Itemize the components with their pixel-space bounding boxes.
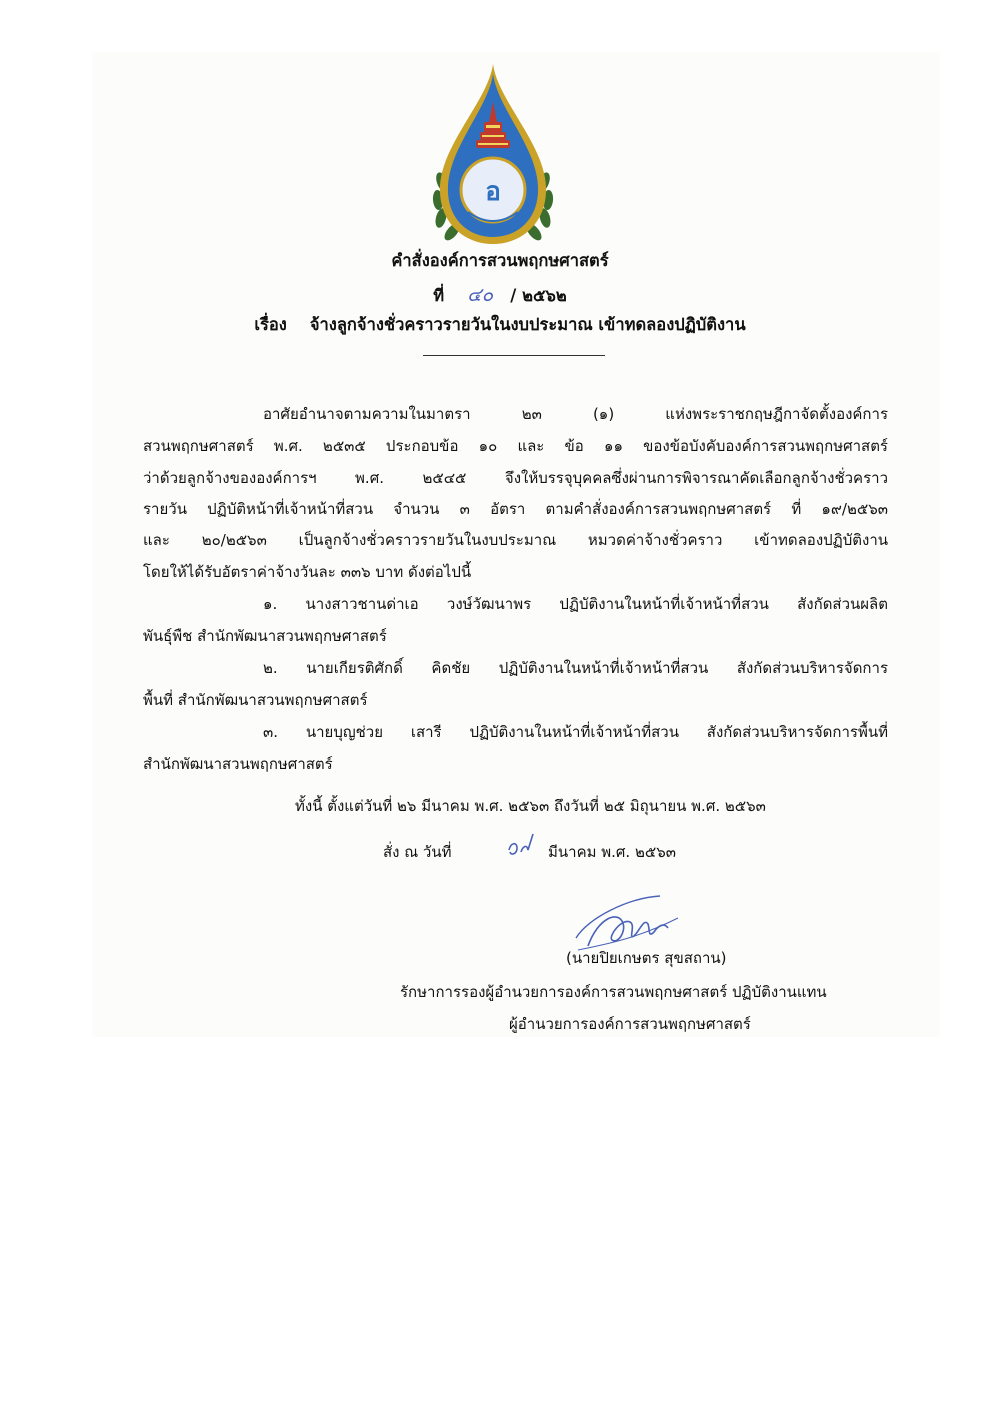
order-number-handwritten: ๔๐ <box>467 284 494 306</box>
body-line: ว่าด้วยลูกจ้างขององค์การฯ พ.ศ. ๒๕๔๕ จึงให้บรรจุบุคคลซึ่งผ่านการพิจารณาคัดเลือกลูกจ้างชั่วคราว <box>143 469 888 487</box>
svg-text:อ: อ <box>485 177 501 207</box>
list-item: ๒. นายเกียรติศักดิ์ คิดชัย ปฏิบัติงานในหน้าที่เจ้าหน้าที่สวน สังกัดส่วนบริหารจัดการ <box>263 659 888 677</box>
order-date-prefix: สั่ง ณ วันที่ <box>383 843 452 861</box>
body-line: สวนพฤกษศาสตร์ พ.ศ. ๒๕๓๕ ประกอบข้อ ๑๐ และ ข้อ ๑๑ ของข้อบังคับองค์การสวนพฤกษศาสตร์ <box>143 437 888 455</box>
body-line: โดยให้ได้รับอัตราค่าจ้างวันละ ๓๓๖ บาท ดังต่อไปนี้ <box>143 563 472 581</box>
body-line: และ ๒๐/๒๕๖๓ เป็นลูกจ้างชั่วคราวรายวันในงบประมาณ หมวดค่าจ้างชั่วคราว เข้าทดลองปฏิบัติงาน <box>143 531 888 549</box>
list-item: ๑. นางสาวชานด่าเอ วงษ์วัฒนาพร ปฏิบัติงานในหน้าที่เจ้าหน้าที่สวน สังกัดส่วนผลิต <box>263 595 888 613</box>
signer-position-line1: รักษาการรองผู้อำนวยการองค์การสวนพฤกษศาสตร์ ปฏิบัติงานแทน <box>400 983 827 1001</box>
effective-period: ทั้งนี้ ตั้งแต่วันที่ ๒๖ มีนาคม พ.ศ. ๒๕๖๓ ถึงวันที่ ๒๕ มิถุนายน พ.ศ. ๒๕๖๓ <box>295 797 766 815</box>
botanical-garden-seal-icon <box>428 62 558 247</box>
document-title: คำสั่งองค์การสวนพฤกษศาสตร์ <box>391 251 609 270</box>
order-subject <box>0 312 1000 338</box>
order-number-suffix: / ๒๕๖๒ <box>510 286 567 305</box>
header-divider <box>423 355 605 356</box>
body-line: รายวัน ปฏิบัติหน้าที่เจ้าหน้าที่สวน จำนวน ๓ อัตรา ตามคำสั่งองค์การสวนพฤกษศาสตร์ ที่ ๑๙/๒๕๖๓ <box>143 500 888 518</box>
subject-text: จ้างลูกจ้างชั่วคราวรายวันในงบประมาณ เข้าทดลองปฏิบัติงาน <box>309 315 746 334</box>
list-item-continued: สำนักพัฒนาสวนพฤกษศาสตร์ <box>143 755 333 773</box>
signer-name: (นายปิยเกษตร สุขสถาน) <box>566 949 727 967</box>
order-date-suffix: มีนาคม พ.ศ. ๒๕๖๓ <box>548 843 676 861</box>
list-item-continued: พื้นที่ สำนักพัฒนาสวนพฤกษศาสตร์ <box>143 691 368 709</box>
list-item: ๓. นายบุญช่วย เสารี ปฏิบัติงานในหน้าที่เจ้าหน้าที่สวน สังกัดส่วนบริหารจัดการพื้นที่ <box>263 723 888 741</box>
organization-logo <box>428 62 558 247</box>
handwritten-day <box>505 828 539 866</box>
order-number <box>0 280 1000 310</box>
order-number-prefix: ที่ <box>433 286 445 305</box>
signer-position-line2: ผู้อำนวยการองค์การสวนพฤกษศาสตร์ <box>509 1015 751 1033</box>
list-item-continued: พันธุ์พืช สำนักพัฒนาสวนพฤกษศาสตร์ <box>143 627 387 645</box>
subject-label: เรื่อง <box>254 315 287 334</box>
body-line: อาศัยอำนาจตามความในมาตรา ๒๓ (๑) แห่งพระราชกฤษฎีกาจัดตั้งองค์การ <box>263 405 888 423</box>
